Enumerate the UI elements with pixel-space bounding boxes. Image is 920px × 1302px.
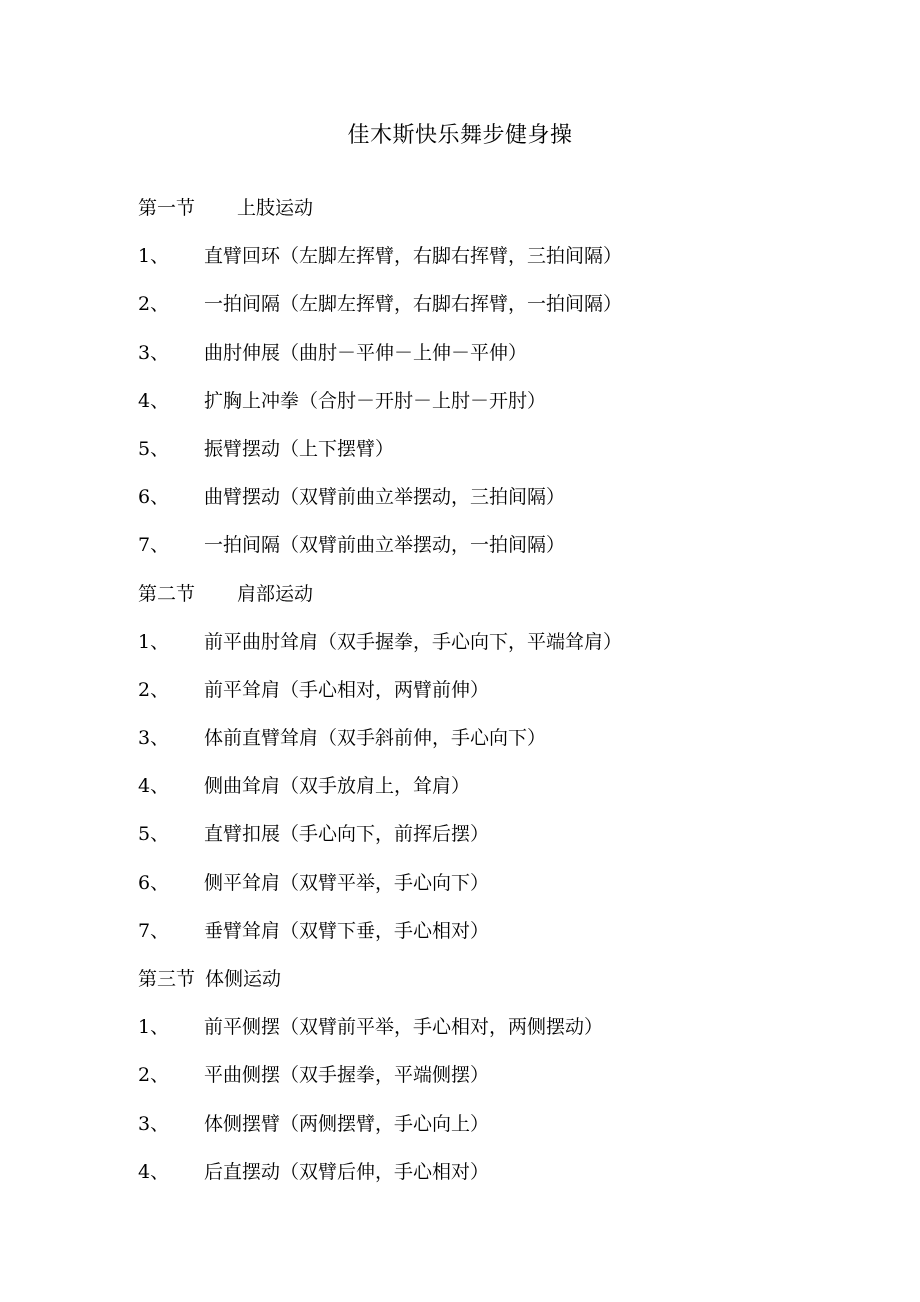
section-number: 第一节	[138, 197, 196, 219]
item-number: 2、	[138, 678, 170, 701]
item-number: 4、	[138, 1160, 170, 1183]
document-body	[138, 191, 858, 1203]
list-item	[138, 287, 858, 335]
section-number: 第三节	[138, 968, 196, 990]
section-number: 第二节	[138, 582, 196, 605]
list-item	[138, 336, 858, 384]
section-title: 肩部运动	[237, 582, 314, 605]
item-text: 前平侧摆（双臂前平举，手心相对，两侧摆动）	[204, 1016, 604, 1039]
item-text: 后直摆动（双臂后伸，手心相对）	[204, 1160, 490, 1183]
item-number: 7、	[138, 534, 170, 557]
item-number: 1、	[138, 630, 170, 653]
section-title: 体侧运动	[205, 968, 282, 990]
list-item	[138, 817, 858, 865]
item-number: 7、	[138, 919, 170, 942]
item-text: 曲臂摆动（双臂前曲立举摆动，三拍间隔）	[204, 486, 566, 509]
item-text: 直臂扣展（手心向下，前挥后摆）	[204, 823, 490, 846]
list-item	[138, 1107, 858, 1155]
item-number: 4、	[138, 775, 170, 798]
section-heading	[138, 962, 858, 1010]
section-title: 上肢运动	[237, 197, 314, 219]
item-number: 2、	[138, 293, 170, 316]
item-number: 3、	[138, 727, 170, 750]
item-number: 4、	[138, 389, 170, 412]
list-item	[138, 480, 858, 528]
section-heading	[138, 577, 858, 625]
item-text: 直臂回环（左脚左挥臂，右脚右挥臂，三拍间隔）	[204, 245, 623, 268]
item-text: 振臂摆动（上下摆臂）	[204, 437, 395, 460]
item-number: 5、	[138, 437, 170, 460]
item-text: 体侧摆臂（两侧摆臂，手心向上）	[204, 1112, 490, 1135]
document-title: 佳木斯快乐舞步健身操	[347, 123, 573, 148]
item-text: 一拍间隔（左脚左挥臂，右脚右挥臂，一拍间隔）	[204, 293, 623, 316]
item-text: 侧平耸肩（双臂平举，手心向下）	[204, 871, 490, 894]
item-number: 6、	[138, 871, 170, 894]
item-text: 平曲侧摆（双手握拳，平端侧摆）	[204, 1064, 490, 1087]
item-number: 3、	[138, 341, 170, 364]
list-item	[138, 721, 858, 769]
list-item	[138, 1155, 858, 1203]
item-text: 侧曲耸肩（双手放肩上，耸肩）	[204, 775, 471, 798]
item-number: 2、	[138, 1064, 170, 1087]
item-text: 前平耸肩（手心相对，两臂前伸）	[204, 678, 490, 701]
list-item	[138, 432, 858, 480]
list-item	[138, 769, 858, 817]
item-number: 1、	[138, 1016, 170, 1039]
list-item	[138, 625, 858, 673]
list-item	[138, 914, 858, 962]
item-number: 3、	[138, 1112, 170, 1135]
list-item	[138, 528, 858, 576]
item-text: 一拍间隔（双臂前曲立举摆动，一拍间隔）	[204, 534, 566, 557]
item-number: 6、	[138, 486, 170, 509]
item-number: 5、	[138, 823, 170, 846]
section-heading	[138, 191, 858, 239]
item-text: 前平曲肘耸肩（双手握拳，手心向下，平端耸肩）	[204, 630, 623, 653]
list-item	[138, 1010, 858, 1058]
list-item	[138, 239, 858, 287]
item-text: 扩胸上冲拳（合肘－开肘－上肘－开肘）	[204, 389, 547, 412]
item-text: 垂臂耸肩（双臂下垂，手心相对）	[204, 919, 490, 942]
list-item	[138, 866, 858, 914]
list-item	[138, 384, 858, 432]
list-item	[138, 1058, 858, 1106]
item-number: 1、	[138, 245, 170, 268]
list-item	[138, 673, 858, 721]
item-text: 体前直臂耸肩（双手斜前伸，手心向下）	[204, 727, 547, 750]
item-text: 曲肘伸展（曲肘－平伸－上伸－平伸）	[204, 341, 528, 364]
